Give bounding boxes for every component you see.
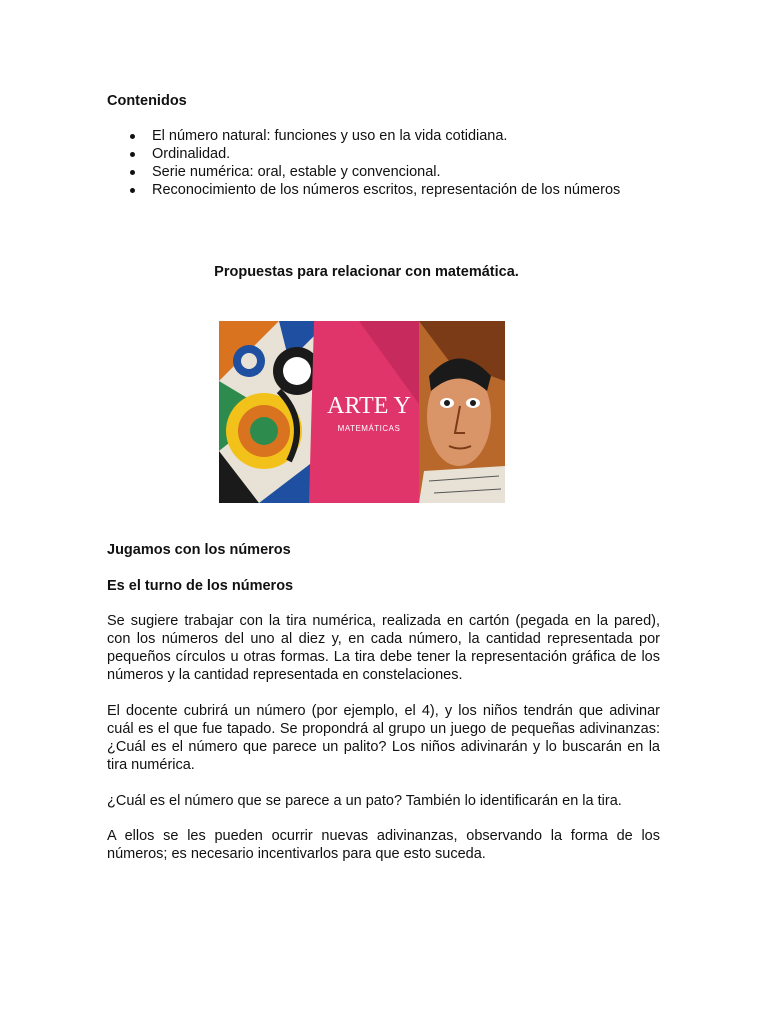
bullet-icon	[130, 170, 135, 175]
list-item: El número natural: funciones y uso en la vida cotidiana.	[107, 127, 620, 145]
banner-title: ARTE Y	[327, 393, 411, 419]
paragraph-new-riddles: A ellos se les pueden ocurrir nuevas adivinanzas, observando la forma de los números; es necesario incentivarlos para que esto suceda.	[107, 828, 660, 862]
banner-subtitle: MATEMÁTICAS	[337, 424, 401, 433]
paragraph-riddles: El docente cubrirá un número (por ejemplo, el 4), y los niños tendrán que adivinar cuál es el que fue tapado. Se propondrá al grupo un juego de pequeñas adivinanzas: ¿Cuál es el número que parece un palito? Los niños adivinarán y lo buscarán en la tira numérica.	[107, 703, 660, 773]
proposals-title: Propuestas para relacionar con matemática.	[214, 264, 519, 280]
paragraph-duck: ¿Cuál es el número que se parece a un pato? También lo identificarán en la tira.	[107, 793, 622, 809]
section-heading-play: Jugamos con los números	[107, 542, 291, 558]
contents-heading: Contenidos	[107, 93, 187, 109]
list-item: Reconocimiento de los números escritos, representación de los números	[107, 181, 620, 199]
list-item: Serie numérica: oral, estable y convencional.	[107, 163, 620, 181]
bullet-icon	[130, 134, 135, 139]
banner-illustration	[219, 321, 505, 503]
section-heading-turn: Es el turno de los números	[107, 578, 294, 594]
art-math-banner-image	[219, 321, 505, 503]
list-item: Ordinalidad.	[107, 145, 620, 163]
contents-list	[107, 127, 620, 199]
bullet-icon	[130, 188, 135, 193]
paragraph-strip: Se sugiere trabajar con la tira numérica, realizada en cartón (pegada en la pared), con los números del uno al diez y, en cada número, la cantidad representada por pequeños círculos u otras formas. La tira debe tener la representación gráfica de los números y la cantidad representada en constelaciones.	[107, 613, 660, 683]
bullet-icon	[130, 152, 135, 157]
